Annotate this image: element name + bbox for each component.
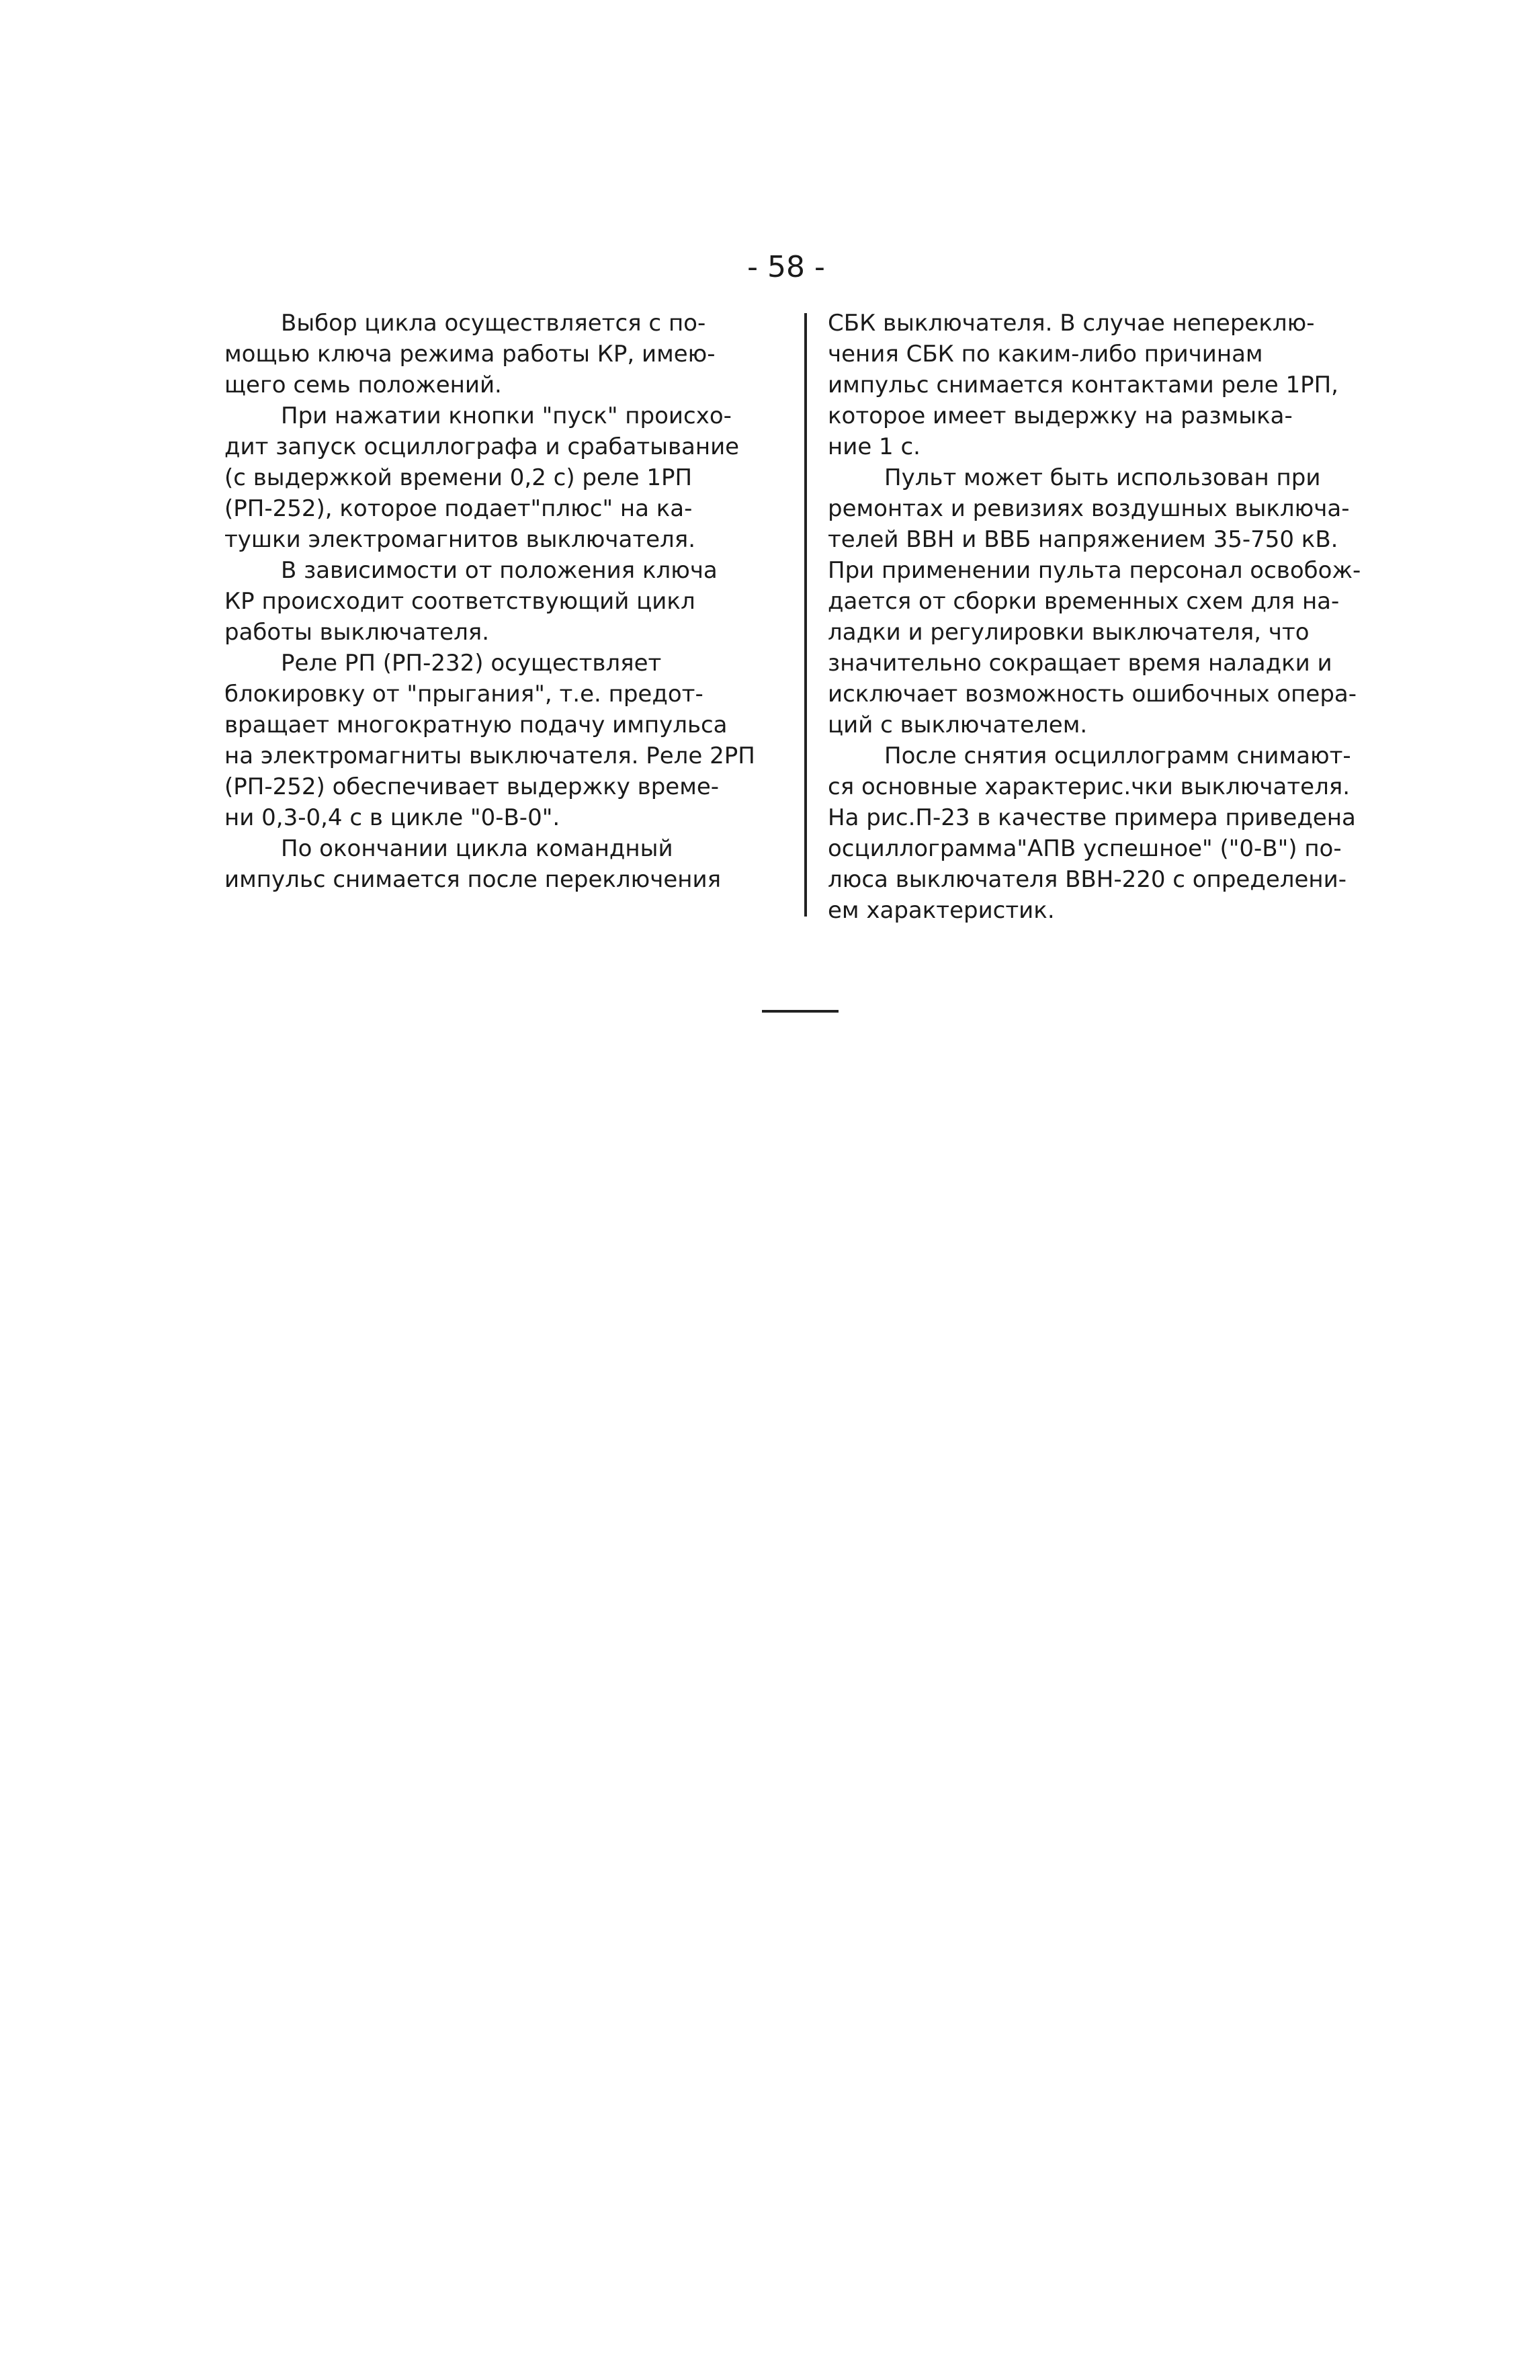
text-line: На рис.П-23 в качестве примера приведена — [828, 804, 1356, 831]
page-number: - 58 - — [747, 250, 825, 284]
text-line: ние 1 с. — [828, 433, 921, 460]
text-line: После снятия осциллограмм снимают- — [884, 742, 1351, 769]
text-line: В зависимости от положения ключа — [281, 557, 718, 584]
text-line: ций с выключателем. — [828, 712, 1088, 738]
text-line: на электромагниты выключателя. Реле 2РП — [224, 742, 755, 769]
text-line: которое имеет выдержку на размыка- — [828, 402, 1293, 429]
text-line: При применении пульта персонал освобож- — [828, 557, 1361, 584]
end-rule — [762, 1010, 839, 1013]
text-line: ладки и регулировки выключателя, что — [828, 619, 1310, 646]
text-line: вращает многократную подачу импульса — [224, 712, 728, 738]
text-line: Реле РП (РП-232) осуществляет — [281, 650, 662, 677]
text-line: значительно сокращает время наладки и — [828, 650, 1332, 677]
text-line: (с выдержкой времени 0,2 с) реле 1РП — [224, 464, 693, 491]
text-line: ем характеристик. — [828, 897, 1055, 924]
text-line: осциллограмма"АПВ успешное" ("0-В") по- — [828, 835, 1342, 862]
text-line: дит запуск осциллографа и срабатывание — [224, 433, 740, 460]
text-line: По окончании цикла командный — [281, 835, 673, 862]
text-line: Пульт может быть использован при — [884, 464, 1321, 491]
right-column-text — [828, 308, 1404, 926]
text-line: телей ВВН и ВВБ напряжением 35-750 кВ. — [828, 526, 1338, 553]
text-line: работы выключателя. — [224, 619, 490, 646]
text-line: импульс снимается после переключения — [224, 866, 722, 893]
text-line: мощью ключа режима работы КР, имею- — [224, 341, 716, 368]
text-line: импульс снимается контактами реле 1РП, — [828, 372, 1338, 398]
text-line: исключает возможность ошибочных опера- — [828, 681, 1357, 708]
text-line: КР происходит соответствующий цикл — [224, 588, 695, 615]
text-line: (РП-252), которое подает"плюс" на ка- — [224, 495, 693, 522]
text-line: При нажатии кнопки "пуск" происхо- — [281, 402, 732, 429]
text-line: (РП-252) обеспечивает выдержку време- — [224, 773, 720, 800]
left-column-text — [224, 308, 766, 895]
text-line: блокировку от "прыгания", т.е. предот- — [224, 681, 703, 708]
text-line: ни 0,3-0,4 с в цикле "0-В-0". — [224, 804, 560, 831]
text-line: щего семь положений. — [224, 372, 502, 398]
text-line: СБК выключателя. В случае непереклю- — [828, 310, 1315, 337]
text-line: ся основные характерис.чки выключателя. — [828, 773, 1351, 800]
text-line: люса выключателя ВВН-220 с определени- — [828, 866, 1346, 893]
text-line: ремонтах и ревизиях воздушных выключа- — [828, 495, 1350, 522]
column-divider — [804, 313, 807, 917]
text-line: тушки электромагнитов выключателя. — [224, 526, 696, 553]
text-line: Выбор цикла осуществляется с по- — [281, 310, 706, 337]
text-line: дается от сборки временных схем для на- — [828, 588, 1340, 615]
text-line: чения СБК по каким-либо причинам — [828, 341, 1263, 368]
